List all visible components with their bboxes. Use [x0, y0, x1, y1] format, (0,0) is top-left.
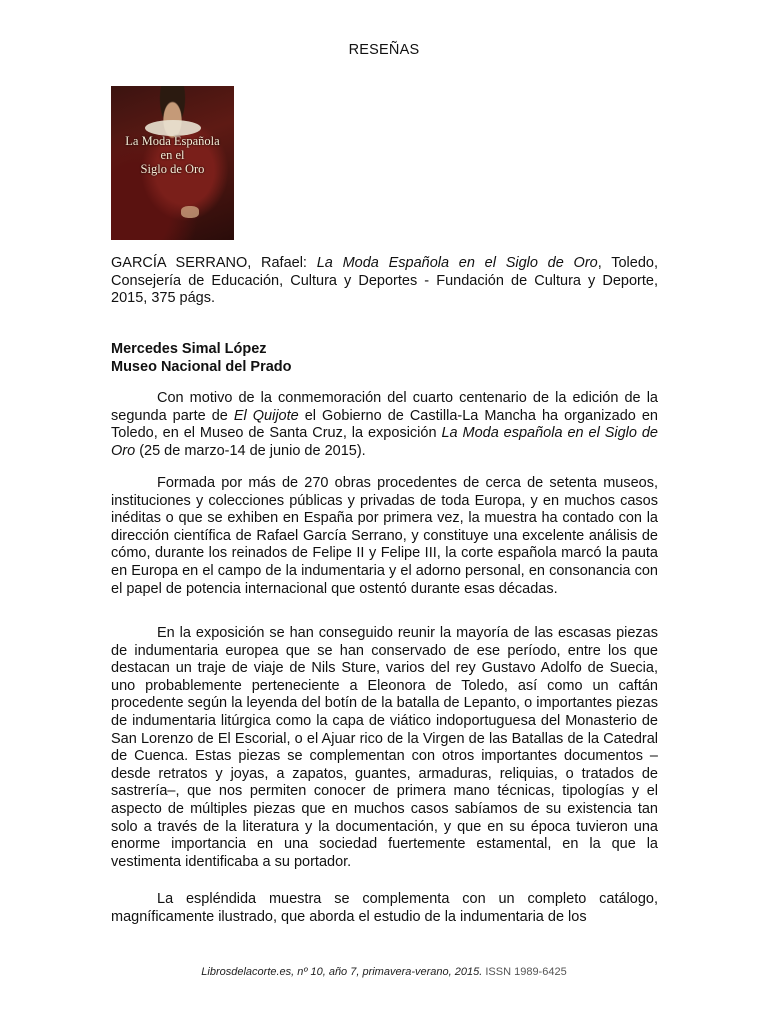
cover-title-line-3: Siglo de Oro	[140, 162, 205, 176]
bibliographic-citation	[111, 255, 658, 308]
paragraph-2: Formada por más de 270 obras procedentes de cerca de setenta museos, instituciones y colecciones públicas y privadas de toda Europa, y en muchos casos inéditas o que se exhiben en España por primera vez, la muestra ha contado con la dirección científica de Rafael García Serrano, y constituye una excelente análisis de cómo, durante los reinados de Felipe II y Felipe III, la corte española marcó la pauta en Europa en el campo de la indumentaria y el adorno personal, en consonancia con el papel de potencia internacional que ostentó durante esas décadas.	[111, 475, 658, 597]
cover-title	[111, 134, 234, 176]
p1-text-c: el Gobierno de Castilla-La Mancha ha organizado en Toledo, en el Museo de Santa Cruz, la exposición	[111, 407, 658, 442]
citation-publisher: , Toledo, Consejería de Educación, Cultura y Deportes - Fundación de Cultura y Deporte, 2015, 375 págs.	[111, 255, 658, 307]
cover-portrait-hand	[181, 206, 199, 218]
footer-journal: Librosdelacorte.es	[201, 966, 292, 978]
paragraph-1	[111, 390, 658, 460]
citation-book-title: La Moda Española en el Siglo de Oro	[316, 255, 598, 271]
paragraph-4: La espléndida muestra se complementa con un completo catálogo, magníficamente ilustrado, que aborda el estudio de la indumentaria de los	[111, 891, 658, 925]
page-footer	[0, 966, 768, 978]
paragraph-3: En la exposición se han conseguido reunir la mayoría de las escasas piezas de indumentaria europea que se han conservado de ese período, entre los que destacan un traje de viaje de Nils Sture, varios del rey Gustavo Adolfo de Suecia, uno probablemente perteneciente a Eleonora de Toledo, así como un caftán procedente según la leyenda del botín de la batalla de Lepanto, o importantes piezas de indumentaria litúrgica como la capa de viático indoportuguesa del Monasterio de San Lorenzo de El Escorial, o el Ajuar rico de la Virgen de las Batallas de la Catedral de Cuenca. Estas piezas se complementan con otros importantes documentos –desde retratos y joyas, a zapatos, guantes, armaduras, reliquias, o tratados de sastrería–, que nos permiten conocer de primera mano técnicas, tipologías y el aspecto de múltiples piezas que en muchos casos sabíamos de su existencia tan solo a través de la literatura y la documentación, y que en su época tuvieron una enorme importancia en una sociedad fuertemente estamental, en la que la vestimenta identificaba a su portador.	[111, 625, 658, 870]
footer-issue: , nº 10, año 7, primavera-verano, 2015.	[291, 966, 486, 978]
book-cover-image	[111, 86, 234, 240]
footer-issn: ISSN 1989-6425	[485, 966, 567, 978]
citation-author: GARCÍA SERRANO, Rafael:	[111, 255, 317, 271]
section-header: RESEÑAS	[348, 42, 420, 58]
reviewer-block	[111, 341, 658, 376]
p1-dates: (25 de marzo-14 de junio de 2015).	[135, 442, 366, 459]
reviewer-name: Mercedes Simal López	[111, 341, 267, 357]
p1-exhibition-title: La Moda española en el Siglo de Oro	[111, 425, 658, 459]
cover-title-line-2: en el	[160, 148, 185, 162]
p1-quijote: El Quijote	[233, 407, 299, 424]
cover-title-line-1: La Moda Española	[125, 134, 220, 148]
reviewer-institution: Museo Nacional del Prado	[111, 358, 292, 375]
p1-text-a: Con motivo de la conmemoración del cuarto centenario de la edición de la segunda parte de	[111, 390, 658, 424]
